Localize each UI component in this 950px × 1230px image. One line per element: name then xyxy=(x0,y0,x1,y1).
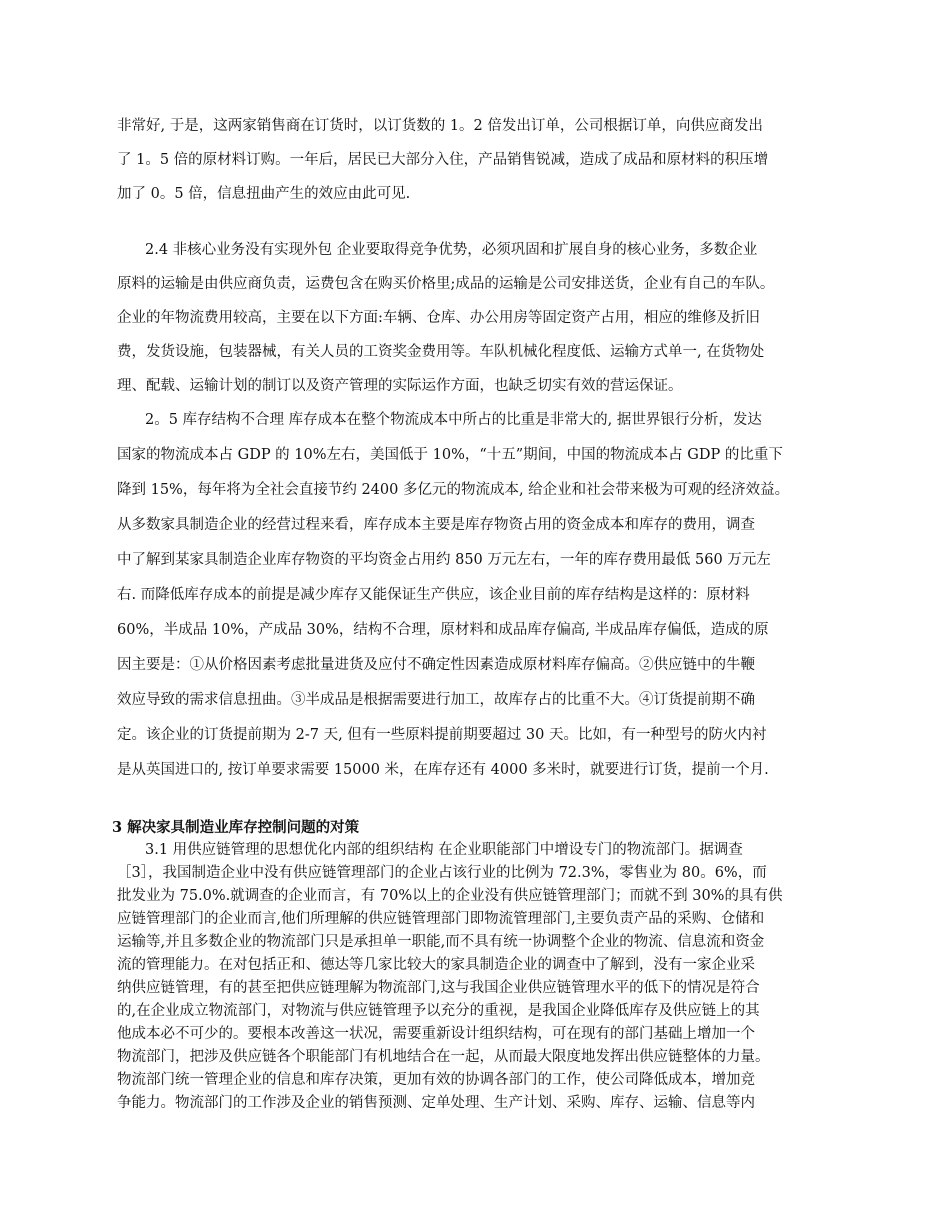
paragraph-line: 原料的运输是由供应商负责，运费包含在购买价格里;成品的运输是公司安排送货，企业有自己的车队。 xyxy=(117,276,775,292)
paragraph-line: 右. 而降低库存成本的前提是减少库存又能保证生产供应，该企业目前的库存结构是这样的：原材料 xyxy=(117,587,750,603)
paragraph-line: 中了解到某家具制造企业库存物资的平均资金占用约 850 万元左右，一年的库存费用最低 560 万元左 xyxy=(117,552,771,568)
paragraph-line: 应链管理部门的企业而言,他们所理解的供应链管理部门即物流管理部门,主要负责产品的采购、仓储和 xyxy=(117,911,765,927)
paragraph-line: 定。该企业的订货提前期为 2-7 天, 但有一些原料提前期要超过 30 天。比如，有一种型号的防火内衬 xyxy=(117,727,767,743)
paragraph-line: 批发业为 75.0%.就调查的企业而言，有 70%以上的企业没有供应链管理部门；而就不到 30%的具有供 xyxy=(117,888,783,904)
paragraph-line: 是从英国进口的, 按订单要求需要 15000 米，在库存还有 4000 多米时，就要进行订货，提前一个月. xyxy=(117,762,769,778)
paragraph-line: 国家的物流成本占 GDP 的 10%左右，美国低于 10%，“十五”期间，中国的物流成本占 GDP 的比重下 xyxy=(117,447,783,463)
paragraph-line: 物流部门统一管理企业的信息和库存决策，更加有效的协调各部门的工作，使公司降低成本，增加竞 xyxy=(117,1072,755,1088)
paragraph-line: 因主要是：①从价格因素考虑批量进货及应付不确定性因素造成原材料库存偏高。②供应链中的牛鞭 xyxy=(117,657,755,673)
paragraph-line: 他成本必不可少的。要根本改善这一状况，需要重新设计组织结构，可在现有的部门基础上增加一个 xyxy=(117,1026,755,1042)
paragraph-line: 流的管理能力。在对包括正和、德达等几家比较大的家具制造企业的调查中了解到，没有一家企业采 xyxy=(117,957,755,973)
paragraph-line: 降到 15%，每年将为全社会直接节约 2400 多亿元的物流成本, 给企业和社会带来极为可观的经济效益。 xyxy=(117,482,790,498)
paragraph-line: ［3］，我国制造企业中没有供应链管理部门的企业占该行业的比例为 72.3%，零售业为 80。6%，而 xyxy=(117,865,767,881)
paragraph-line: 争能力。物流部门的工作涉及企业的销售预测、定单处理、生产计划、采购、库存、运输、信息等内 xyxy=(117,1095,755,1111)
paragraph-line: 从多数家具制造企业的经营过程来看，库存成本主要是库存物资占用的资金成本和库存的费用，调查 xyxy=(117,517,755,533)
section-3-1-first-line: 3.1 用供应链管理的思想优化内部的组织结构 在企业职能部门中增设专门的物流部门。据调查 xyxy=(145,842,743,858)
paragraph-line: 了 1。5 倍的原材料订购。一年后，居民已大部分入住，产品销售锐减，造成了成品和原材料的积压增 xyxy=(117,152,769,168)
paragraph-line: 运输等,并且多数企业的物流部门只是承担单一职能,而不具有统一协调整个企业的物流、信息流和资金 xyxy=(117,934,765,950)
paragraph-line: 纳供应链管理，有的甚至把供应链理解为物流部门,这与我国企业供应链管理水平的低下的情况是符合 xyxy=(117,980,760,996)
paragraph-line: 费，发货设施，包装器械，有关人员的工资奖金费用等。车队机械化程度低、运输方式单一, 在货物处 xyxy=(117,344,765,360)
paragraph-line: 非常好, 于是，这两家销售商在订货时，以订货数的 1。2 倍发出订单，公司根据订单，向供应商发出 xyxy=(117,118,763,134)
paragraph-line: 物流部门，把涉及供应链各个职能部门有机地结合在一起，从而最大限度地发挥出供应链整体的力量。 xyxy=(117,1049,770,1065)
paragraph-line: 企业的年物流费用较高，主要在以下方面:车辆、仓库、办公用房等固定资产占用，相应的维修及折旧 xyxy=(117,310,760,326)
section-2-4-first-line: 2.4 非核心业务没有实现外包 企业要取得竞争优势，必须巩固和扩展自身的核心业务，多数企业 xyxy=(145,242,758,258)
section-2-5-first-line: 2。5 库存结构不合理 库存成本在整个物流成本中所占的比重是非常大的, 据世界银行分析，发达 xyxy=(145,412,762,428)
paragraph-line: 的,在企业成立物流部门，对物流与供应链管理予以充分的重视，是我国企业降低库存及供应链上的其 xyxy=(117,1003,760,1019)
paragraph-line: 理、配载、运输计划的制订以及资产管理的实际运作方面，也缺乏切实有效的营运保证。 xyxy=(117,378,683,394)
section-3-heading: 3 解决家具制造业库存控制问题的对策 xyxy=(112,819,360,836)
paragraph-line: 效应导致的需求信息扭曲。③半成品是根据需要进行加工，故库存占的比重不大。④订货提前期不确 xyxy=(117,692,755,708)
paragraph-line: 加了 0。5 倍，信息扭曲产生的效应由此可见. xyxy=(117,186,411,202)
paragraph-line: 60%，半成品 10%，产成品 30%，结构不合理，原材料和成品库存偏高, 半成品库存偏低，造成的原 xyxy=(117,622,769,638)
